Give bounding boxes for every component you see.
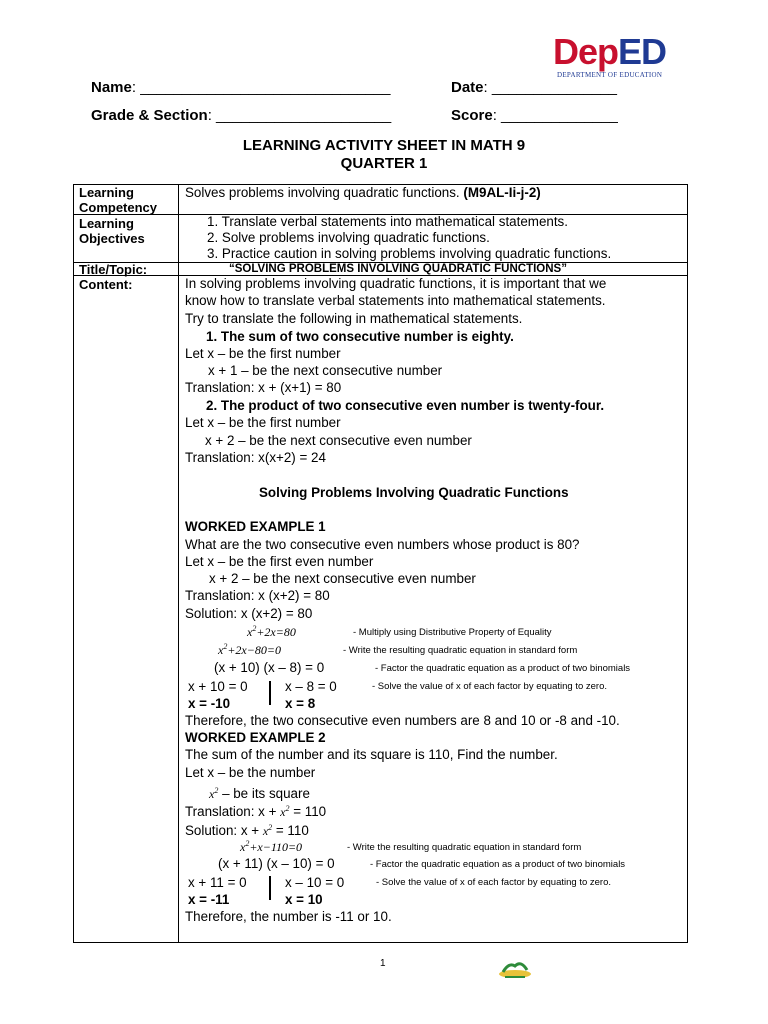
example-2-line: x + 2 – be the next consecutive even number xyxy=(205,433,472,448)
sheet-title: LEARNING ACTIVITY SHEET IN MATH 9 xyxy=(242,137,526,154)
intro-line: Try to translate the following in mathematical statements. xyxy=(185,311,523,326)
logo-word-ed: ED xyxy=(618,31,667,72)
worked-example-2-conclusion: Therefore, the number is -11 or 10. xyxy=(185,909,392,924)
footer-logo-icon xyxy=(497,958,533,980)
worked-example-1-line: Let x – be the first even number xyxy=(185,554,374,569)
score-label: Score xyxy=(451,107,493,124)
grade-section-field[interactable] xyxy=(91,107,391,124)
example-1-line: Translation: x + (x+1) = 80 xyxy=(185,380,342,395)
table-column-divider xyxy=(178,184,179,943)
logo-subtitle: DEPARTMENT OF EDUCATION xyxy=(557,71,663,79)
objective-item: 3. Practice caution in solving problems involving quadratic functions. xyxy=(207,246,612,261)
name-line: : ______________________________ xyxy=(131,79,391,96)
worked-example-1-question: What are the two consecutive even numbers whose product is 80? xyxy=(185,537,580,552)
name-label: Name xyxy=(91,79,132,96)
worked-example-2-title: WORKED EXAMPLE 2 xyxy=(185,730,326,745)
date-label: Date xyxy=(451,79,484,96)
factor-equation: x + 11 = 0 xyxy=(188,875,247,890)
step-note: - Factor the quadratic equation as a product of two binomials xyxy=(375,663,631,674)
example-2-line: Translation: x(x+2) = 24 xyxy=(185,450,326,465)
logo-word-dep: Dep xyxy=(553,31,619,72)
topic-label: Title/Topic: xyxy=(79,262,148,277)
example-1-line: Let x – be the first number xyxy=(185,346,341,361)
example-2-line: Let x – be the first number xyxy=(185,415,341,430)
deped-logo xyxy=(553,31,678,82)
answer: x = 8 xyxy=(285,696,316,711)
worked-example-1-conclusion: Therefore, the two consecutive even numbers are 8 and 10 or -8 and -10. xyxy=(185,713,620,728)
score-line: : ______________ xyxy=(492,107,618,124)
step-note: - Solve the value of x of each factor by equating to zero. xyxy=(376,877,611,888)
sheet-quarter: QUARTER 1 xyxy=(340,155,428,172)
divider-bar xyxy=(269,876,271,900)
section-title: Solving Problems Involving Quadratic Functions xyxy=(259,485,569,500)
worked-example-2-translation: Translation: $x + x^2 = 110$ xyxy=(185,804,327,819)
step-note: - Write the resulting quadratic equation in standard form xyxy=(347,842,582,853)
grade-label: Grade & Section xyxy=(91,107,208,124)
page-number: 1 xyxy=(380,958,386,969)
step-note: - Solve the value of x of each factor by equating to zero. xyxy=(372,681,607,692)
date-field[interactable] xyxy=(451,79,617,96)
factor-equation: x – 10 = 0 xyxy=(285,875,345,890)
step-note: - Multiply using Distributive Property of Equality xyxy=(353,627,552,638)
equation: $x^2+2x=80$ xyxy=(247,624,296,639)
equation: $x^2+x-110=0$ xyxy=(240,839,303,854)
intro-line: know how to translate verbal statements into mathematical statements. xyxy=(185,293,606,308)
competency-text: Solves problems involving quadratic functions. (M9AL-Ii-j-2) xyxy=(185,185,541,200)
answer: x = -10 xyxy=(188,696,231,711)
step-note: - Factor the quadratic equation as a product of two binomials xyxy=(370,859,626,870)
worked-example-1-line: Translation: x (x+2) = 80 xyxy=(185,588,330,603)
date-line: : _______________ xyxy=(483,79,617,96)
factor-equation: x + 10 = 0 xyxy=(188,679,248,694)
competency-label: Learning Competency xyxy=(79,185,158,215)
objective-item: 2. Solve problems involving quadratic functions. xyxy=(207,230,490,245)
name-field[interactable] xyxy=(91,79,390,96)
worked-example-1-line: x + 2 – be the next consecutive even number xyxy=(209,571,476,586)
topic-text: “SOLVING PROBLEMS INVOLVING QUADRATIC FUNCTIONS” xyxy=(229,263,567,275)
grade-line: : _____________________ xyxy=(207,107,392,124)
worked-example-2-line: Let x – be the number xyxy=(185,765,316,780)
score-field[interactable] xyxy=(451,107,618,124)
example-1-line: x + 1 – be the next consecutive number xyxy=(208,363,443,378)
example-2-title: 2. The product of two consecutive even number is twenty-four. xyxy=(206,398,605,413)
worked-example-2-line: $x^2$ – be its square xyxy=(209,786,310,801)
worked-example-2-solution: Solution: $x + x^2 = 110$ xyxy=(185,823,309,838)
divider-bar xyxy=(269,681,271,705)
factored-equation: (x + 10) (x – 8) = 0 xyxy=(214,660,325,675)
equation: $x^2+2x-80=0$ xyxy=(218,642,281,657)
intro-line: In solving problems involving quadratic functions, it is important that we xyxy=(185,276,607,291)
objectives-label: Learning Objectives xyxy=(79,216,145,246)
objective-item: 1. Translate verbal statements into mathematical statements. xyxy=(207,214,568,229)
step-note: - Write the resulting quadratic equation in standard form xyxy=(343,645,578,656)
worked-example-1-solution: Solution: x (x+2) = 80 xyxy=(185,606,313,621)
content-label: Content: xyxy=(79,277,133,292)
worked-example-1-title: WORKED EXAMPLE 1 xyxy=(185,519,326,534)
factored-equation: (x + 11) (x – 10) = 0 xyxy=(218,856,335,871)
answer: x = -11 xyxy=(188,892,230,907)
answer: x = 10 xyxy=(285,892,323,907)
example-1-title: 1. The sum of two consecutive number is eighty. xyxy=(206,329,514,344)
worked-example-2-question: The sum of the number and its square is 110, Find the number. xyxy=(185,747,558,762)
factor-equation: x – 8 = 0 xyxy=(285,679,337,694)
competency-code: (M9AL-Ii-j-2) xyxy=(463,185,541,200)
